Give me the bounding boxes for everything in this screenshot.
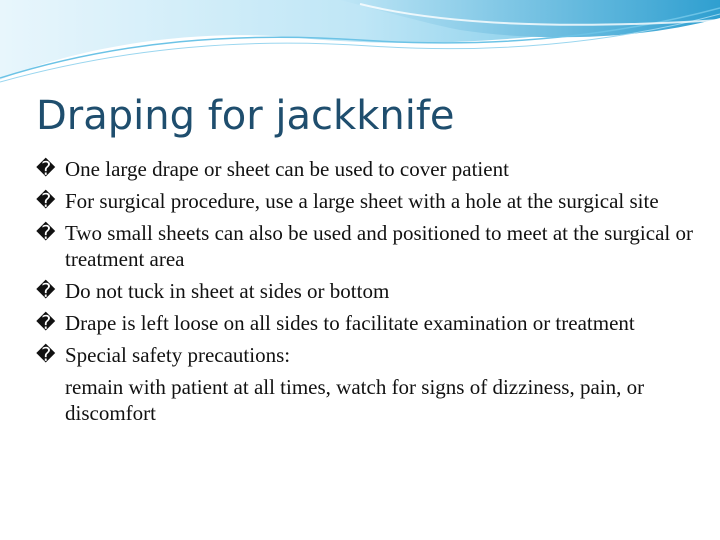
bullet-item bbox=[36, 156, 696, 182]
bullet-item bbox=[36, 342, 696, 426]
bullet-marker-icon: � bbox=[36, 190, 56, 212]
bullet-text: Do not tuck in sheet at sides or bottom bbox=[65, 279, 390, 303]
bullet-marker-icon: � bbox=[36, 222, 56, 244]
bullet-item bbox=[36, 278, 696, 304]
bullet-subtext: remain with patient at all times, watch for signs of dizziness, pain, or discomfort bbox=[65, 375, 645, 425]
bullet-list bbox=[36, 156, 696, 426]
bullet-marker-icon: � bbox=[36, 158, 56, 180]
bullet-item bbox=[36, 220, 696, 272]
bullet-item bbox=[36, 188, 696, 214]
slide-title: Draping for jackknife bbox=[36, 93, 455, 139]
bullet-text: For surgical procedure, use a large sheet with a hole at the surgical site bbox=[65, 189, 659, 213]
bullet-item bbox=[36, 310, 696, 336]
bullet-marker-icon: � bbox=[36, 280, 56, 302]
bullet-text: One large drape or sheet can be used to cover patient bbox=[65, 157, 509, 181]
bullet-text: Drape is left loose on all sides to facilitate examination or treatment bbox=[65, 311, 635, 335]
bullet-text: Two small sheets can also be used and positioned to meet at the surgical or treatment area bbox=[65, 221, 693, 271]
bullet-text: Special safety precautions: bbox=[65, 343, 291, 367]
bullet-marker-icon: � bbox=[36, 312, 56, 334]
decorative-wave-header bbox=[0, 0, 720, 90]
bullet-marker-icon: � bbox=[36, 344, 56, 366]
